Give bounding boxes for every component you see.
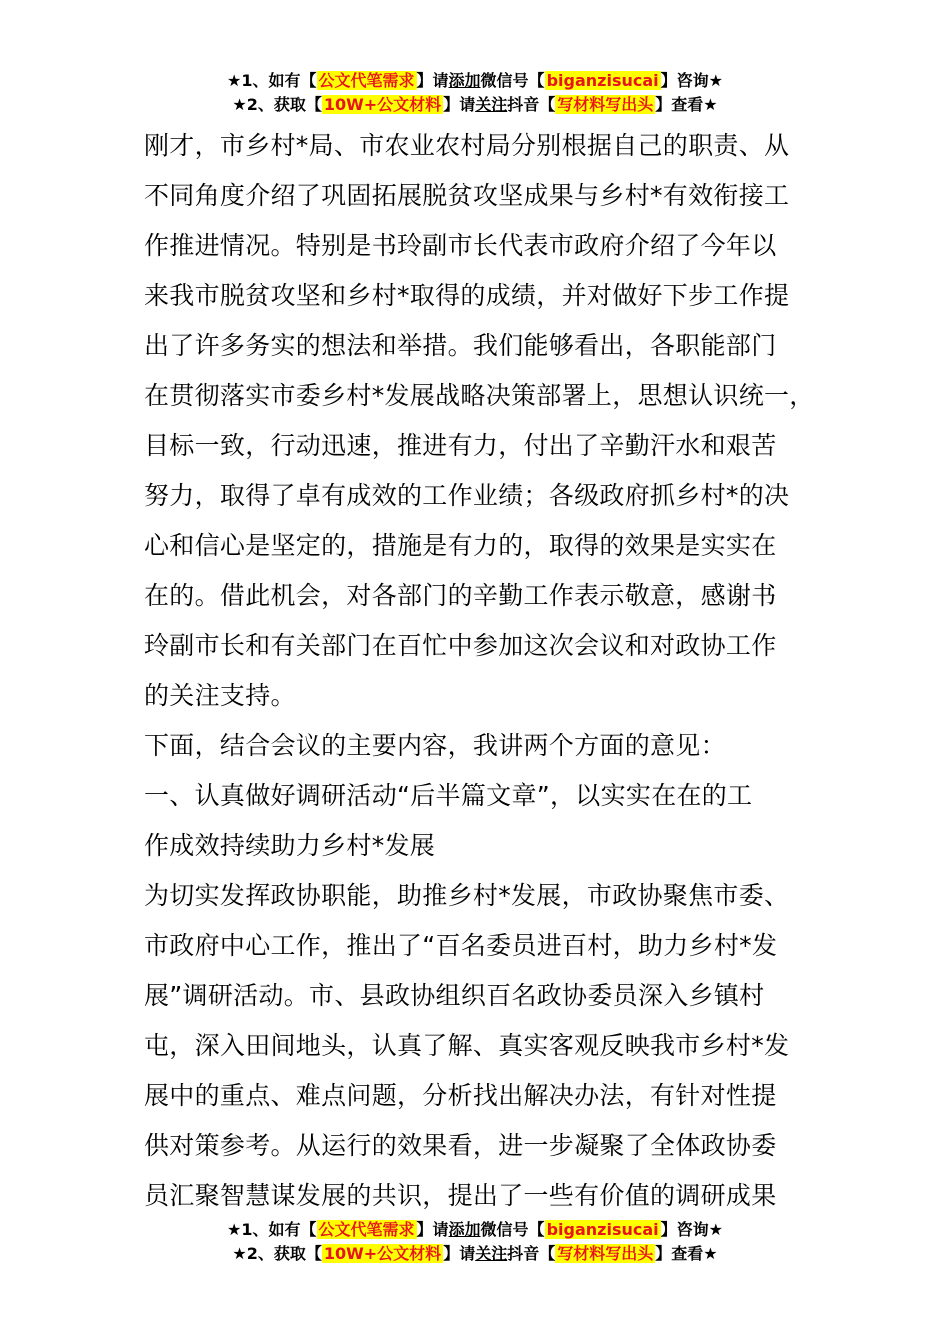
body-line: 在贯彻落实市委乡村*发展战略决策部署上，思想认识统一， [144,381,815,410]
banner-line-2 [0,93,950,117]
banner-highlight: biganzisucai [546,71,659,90]
banner-text: ★1、如有【 [227,71,317,90]
banner-text: 】查看★ [655,95,718,114]
document-body [144,121,834,1221]
banner-highlight: 10W+公文材料 [323,95,442,114]
body-line: 市政府中心工作，推出了“百名委员进百村，助力乡村*发 [144,931,778,960]
banner-highlight: 写材料写出头 [557,1244,654,1263]
body-line: 玲副市长和有关部门在百忙中参加这次会议和对政协工作 [144,631,777,660]
footer-banner [0,1218,950,1266]
banner-underline: 关注 [475,95,508,114]
banner-text: 】请 [416,1220,449,1239]
body-line: 下面，结合会议的主要内容，我讲两个方面的意见： [144,731,726,760]
banner-line-1 [0,1218,950,1242]
body-line: 为切实发挥政协职能，助推乡村*发展，市政协聚焦市委、 [144,881,790,910]
body-line: 不同角度介绍了巩固拓展脱贫攻坚成果与乡村*有效衔接工 [144,181,790,210]
banner-text: ★1、如有【 [227,1220,317,1239]
body-line: 目标一致，行动迅速，推进有力，付出了辛勤汗水和艰苦 [144,431,777,460]
banner-highlight: 写材料写出头 [557,95,654,114]
banner-highlight: biganzisucai [546,1220,659,1239]
banner-highlight: 公文代笔需求 [318,71,415,90]
banner-text: 】咨询★ [660,1220,723,1239]
banner-underline: 关注 [475,1244,508,1263]
body-line: 的关注支持。 [144,681,296,710]
banner-text: 】咨询★ [660,71,723,90]
section-heading-line: 作成效持续助力乡村*发展 [144,831,436,860]
banner-underline: 添加 [448,71,481,90]
banner-text: 抖音【 [507,95,556,114]
body-line: 展中的重点、难点问题，分析找出解决办法，有针对性提 [144,1081,777,1110]
body-line: 屯，深入田间地头，认真了解、真实客观反映我市乡村*发 [144,1031,790,1060]
body-line: 作推进情况。特别是书玲副市长代表市政府介绍了今年以 [144,231,777,260]
banner-highlight: 10W+公文材料 [323,1244,442,1263]
body-line: 供对策参考。从运行的效果看，进一步凝聚了全体政协委 [144,1131,777,1160]
banner-text: 】请 [416,71,449,90]
banner-underline: 添加 [448,1220,481,1239]
body-line: 员汇聚智慧谋发展的共识，提出了一些有价值的调研成果 [144,1181,777,1210]
banner-text: 微信号【 [480,1220,545,1239]
banner-text: ★2、获取【 [232,95,322,114]
banner-text: 微信号【 [480,71,545,90]
body-line: 刚才，市乡村*局、市农业农村局分别根据自己的职责、从 [144,131,790,160]
banner-text: 】请 [443,1244,476,1263]
banner-text: 抖音【 [507,1244,556,1263]
header-banner [0,69,950,117]
body-line: 心和信心是坚定的，措施是有力的，取得的效果是实实在 [144,531,777,560]
body-line: 展”调研活动。市、县政协组织百名政协委员深入乡镇村 [144,981,765,1010]
banner-highlight: 公文代笔需求 [318,1220,415,1239]
banner-line-2 [0,1242,950,1266]
body-line: 来我市脱贫攻坚和乡村*取得的成绩，并对做好下步工作提 [144,281,790,310]
body-line: 在的。借此机会，对各部门的辛勤工作表示敬意，感谢书 [144,581,777,610]
section-heading-line: 一、认真做好调研活动“后半篇文章”，以实实在在的工 [144,781,753,810]
banner-text: ★2、获取【 [232,1244,322,1263]
banner-text: 】请 [443,95,476,114]
banner-line-1 [0,69,950,93]
body-line: 出了许多务实的想法和举措。我们能够看出，各职能部门 [144,331,777,360]
banner-text: 】查看★ [655,1244,718,1263]
body-line: 努力，取得了卓有成效的工作业绩；各级政府抓乡村*的决 [144,481,790,510]
